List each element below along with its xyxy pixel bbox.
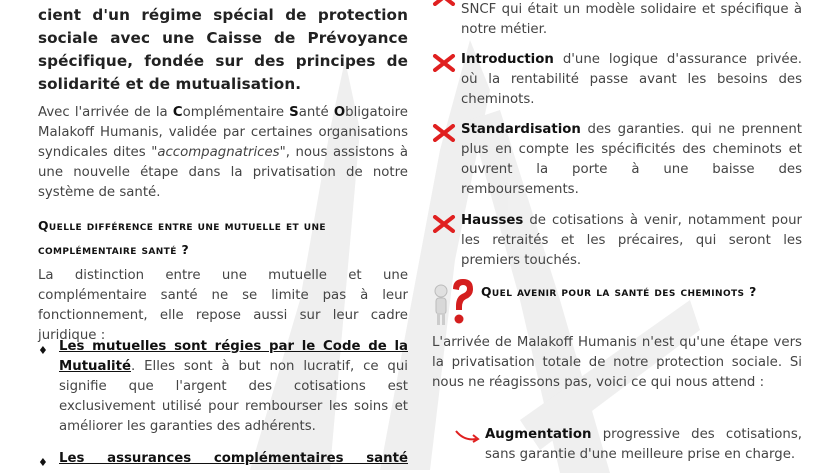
avenir-paragraph: L'arrivée de Malakoff Humanis n'est qu'une étape vers la privatisation totale de notre protection sociale. Si nous ne réagissons pas, voici ce qui nous attend : [432, 335, 802, 390]
red-cross-icon [432, 54, 456, 72]
list-item-hausses: Hausses de cotisations à venir, notamment pour les retraités et les précaires, qui seront les premiers touchés. [432, 211, 802, 273]
red-cross-icon [432, 0, 456, 6]
red-cross-icon [432, 215, 456, 233]
section-heading-avenir: Quel avenir pour la santé des cheminots ? [481, 284, 757, 299]
diamond-bullet-icon: ♦ [38, 456, 48, 469]
red-cross-icon [432, 124, 456, 142]
question-figure-icon [431, 277, 477, 329]
bullet-assurances: ♦ Les assurances complémentaires santé [38, 449, 408, 473]
list-item-snc: SNCF qui était un modèle solidaire et spécifique à notre métier. [432, 0, 802, 44]
diamond-bullet-icon: ♦ [38, 344, 48, 357]
list-item-standardisation: Standardisation des garanties. qui ne prennent plus en compte les spécificités des cheminots et ouvrent la porte à une baisse des remboursements. [432, 120, 802, 202]
lead-paragraph: cient d'un régime spécial de protection sociale avec une Caisse de Prévoyance spécifique, fondée sur des principes de solidarité et de mutualisation. [38, 6, 408, 93]
intro-paragraph: Avec l'arrivée de la Complémentaire Santé Obligatoire Malakoff Humanis, validée par certaines organisations syndicales dites "accompagnatrices", nous assistons à une nouvelle étape dans la privatisation de notre système de santé. [38, 105, 408, 200]
list-item-augmentation: Augmentation progressive des cotisations, sans garantie d'une meilleure prise en charge. [432, 425, 802, 473]
bullet-mutuelles: ♦ Les mutuelles sont régies par le Code de la Mutualité. Elles sont à but non lucratif, ce qui signifie que l'argent des cotisations est exclusivement utilisé pour rembourser les soins et améliorer les garanties des adhérents. [38, 339, 408, 434]
list-item-introduction: Introduction d'une logique d'assurance privée. où la rentabilité passe avant les besoins des cheminots. [432, 50, 802, 110]
distinction-paragraph: La distinction entre une mutuelle et une complémentaire santé ne se limite pas à leur fonctionnement, elle repose aussi sur leur cadre juridique : [38, 268, 408, 343]
section-heading-difference: Quelle différence entre une mutuelle et une complémentaire santé ? [38, 218, 326, 257]
red-arrow-icon [454, 427, 482, 445]
